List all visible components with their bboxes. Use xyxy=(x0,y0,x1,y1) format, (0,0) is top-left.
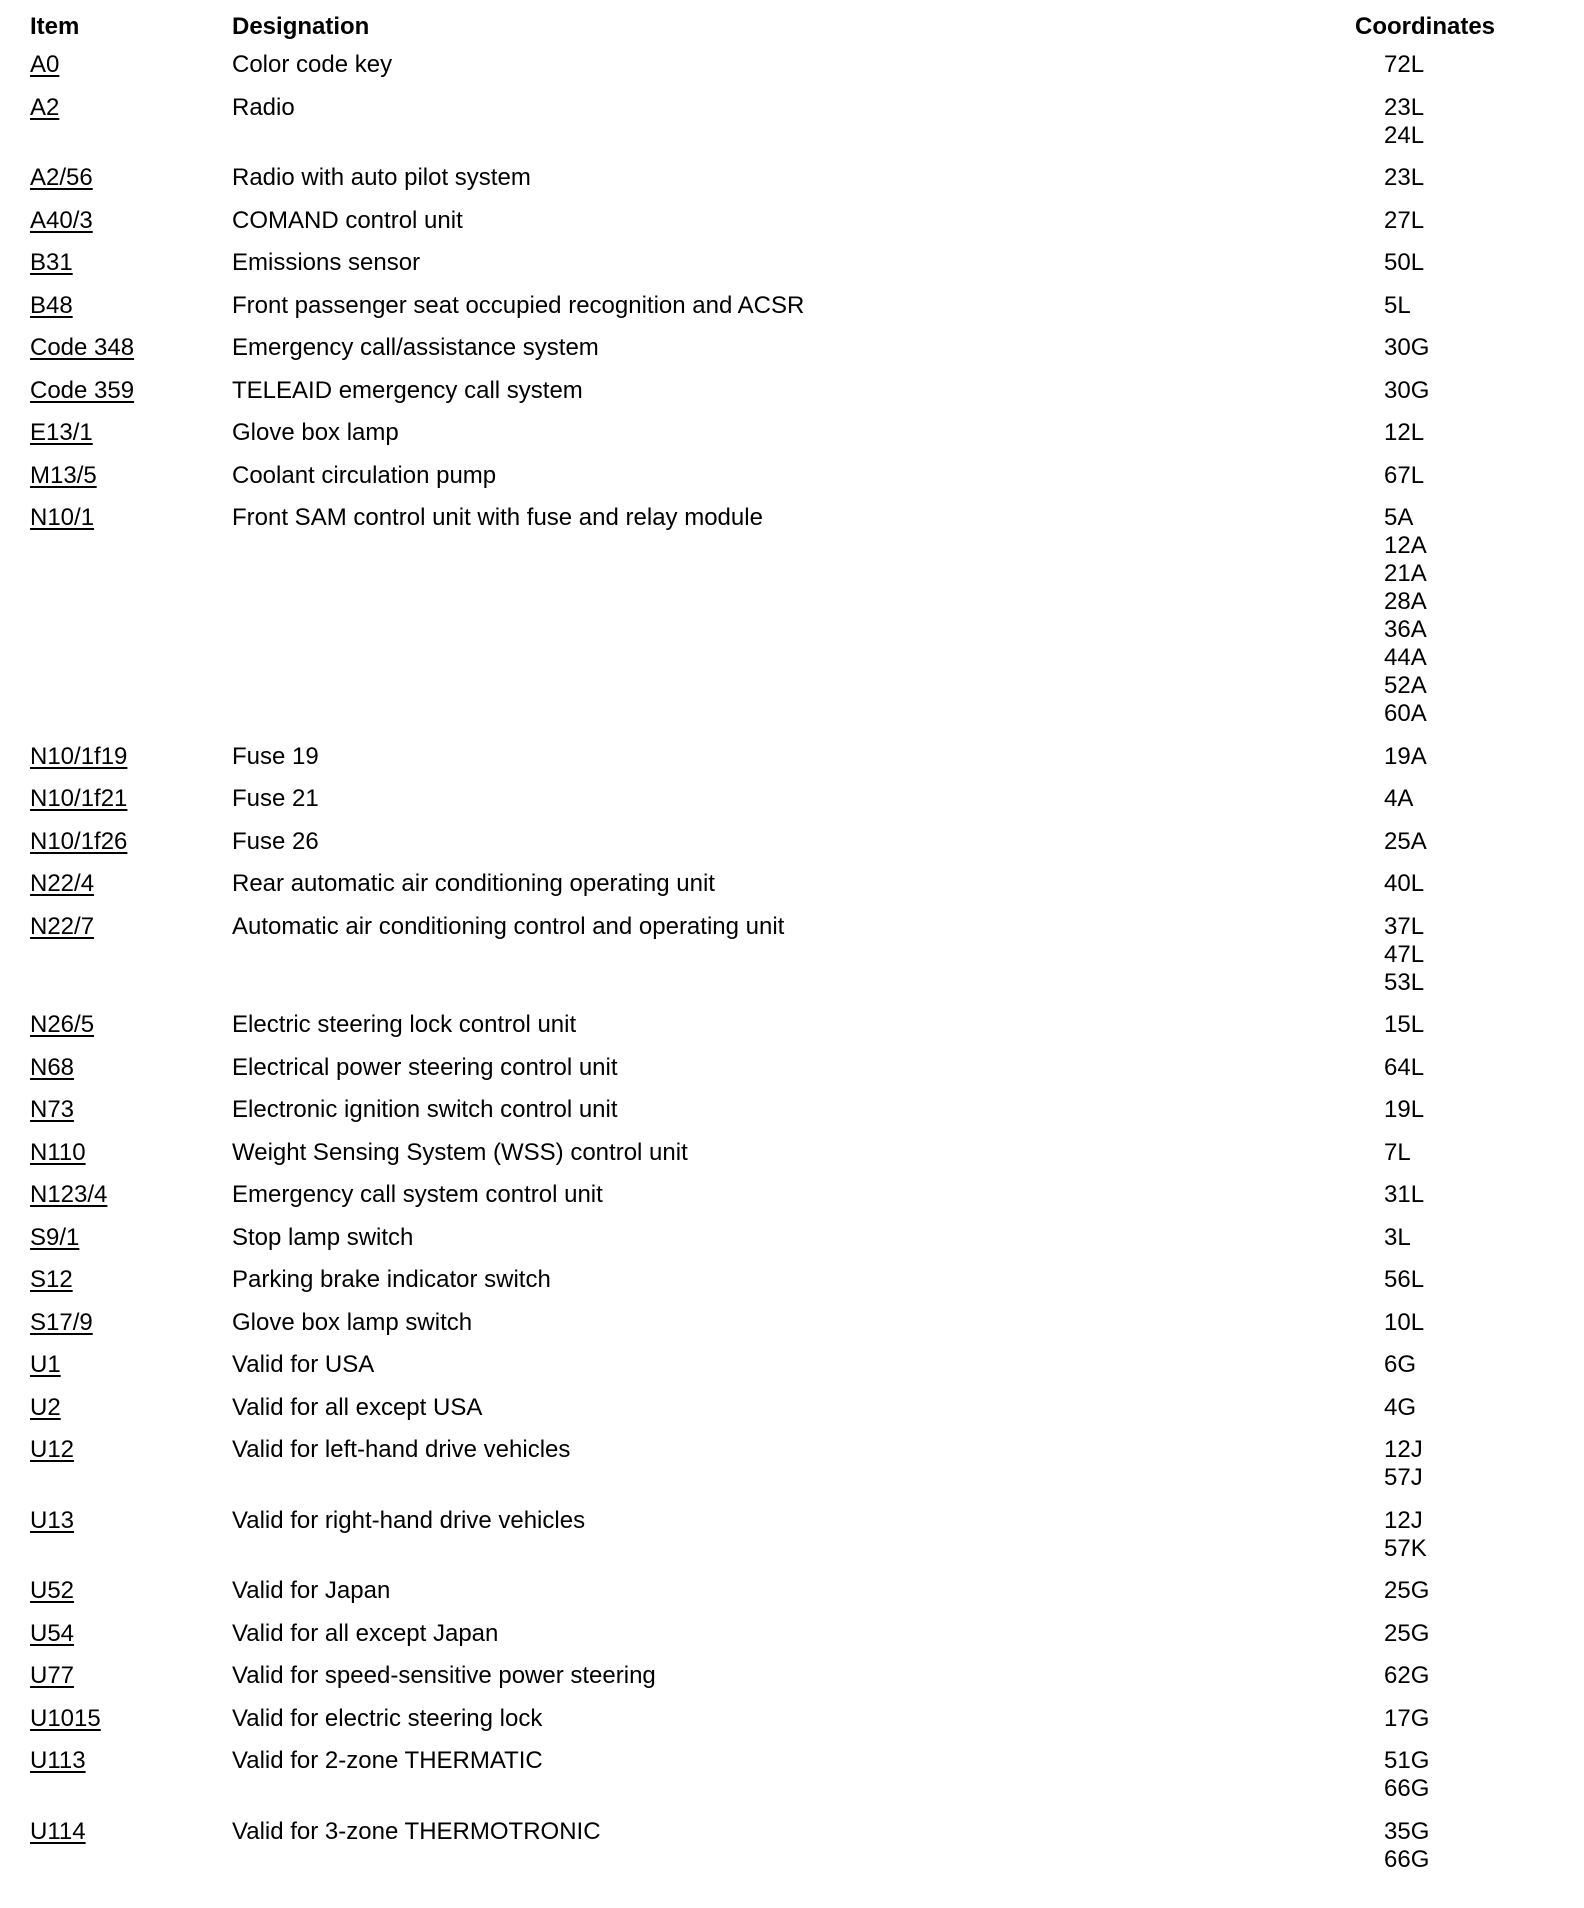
designation-cell: Automatic air conditioning control and operating unit xyxy=(232,912,785,940)
coordinates-cell xyxy=(1355,1662,1480,1705)
item-cell xyxy=(30,51,232,94)
table-row xyxy=(30,1705,1480,1748)
designation-cell: Valid for electric steering lock xyxy=(232,1704,543,1732)
item-cell xyxy=(30,1011,232,1054)
coordinates-cell xyxy=(1355,334,1480,377)
item-cell xyxy=(30,292,232,335)
coordinates-cell xyxy=(1355,1818,1480,1889)
item-cell xyxy=(30,870,232,913)
coordinate-value: 47L xyxy=(1384,940,1425,968)
table-row xyxy=(30,334,1480,377)
table-row xyxy=(30,164,1480,207)
table-body xyxy=(30,51,1480,1888)
coordinate-value: 30G xyxy=(1384,334,1430,361)
item-link[interactable]: U113 xyxy=(30,1747,86,1774)
item-cell xyxy=(30,1507,232,1578)
table-row xyxy=(30,292,1480,335)
coordinate-value: 21A xyxy=(1384,560,1427,587)
designation-cell: Fuse 21 xyxy=(232,785,319,812)
coordinate-value: 12J xyxy=(1384,1506,1423,1534)
designation-cell: Rear automatic air conditioning operating unit xyxy=(232,870,715,897)
item-link[interactable]: Code 348 xyxy=(30,334,135,361)
designation-cell: Fuse 26 xyxy=(232,827,319,855)
coordinates-cell xyxy=(1355,1224,1480,1267)
coordinate-value: 10L xyxy=(1384,1308,1425,1336)
item-link[interactable]: A2 xyxy=(30,93,60,121)
coordinates-cell xyxy=(1355,1139,1480,1182)
item-link[interactable]: N68 xyxy=(30,1053,75,1081)
component-legend-table xyxy=(30,13,1496,1888)
item-link[interactable]: N22/7 xyxy=(30,912,95,940)
coordinate-value: 12L xyxy=(1384,419,1425,446)
designation-cell: Electric steering lock control unit xyxy=(232,1011,577,1038)
item-link[interactable]: S12 xyxy=(30,1266,73,1293)
designation-cell: Color code key xyxy=(232,51,393,78)
coordinate-value: 51G xyxy=(1384,1747,1430,1774)
table-row xyxy=(30,1266,1480,1309)
item-link[interactable]: E13/1 xyxy=(30,419,93,446)
table-row xyxy=(30,207,1480,250)
item-link[interactable]: S9/1 xyxy=(30,1223,80,1251)
coordinate-value: 44A xyxy=(1384,644,1427,671)
item-link[interactable]: N22/4 xyxy=(30,870,95,897)
item-link[interactable]: U1 xyxy=(30,1351,61,1378)
table-row xyxy=(30,1507,1480,1578)
coordinate-value: 30G xyxy=(1384,376,1430,404)
table-row xyxy=(30,1351,1480,1394)
coordinates-cell xyxy=(1355,828,1480,871)
table-row xyxy=(30,1096,1480,1139)
coordinates-cell xyxy=(1355,785,1480,828)
header-coordinates: Coordinates xyxy=(1355,13,1496,40)
coordinates-cell xyxy=(1355,207,1480,250)
item-cell xyxy=(30,1351,232,1394)
item-link[interactable]: U1015 xyxy=(30,1704,101,1732)
designation-cell: TELEAID emergency call system xyxy=(232,376,583,404)
designation-cell: Emergency call/assistance system xyxy=(232,334,599,361)
table-row xyxy=(30,249,1480,292)
designation-cell: Glove box lamp switch xyxy=(232,1308,473,1336)
coordinate-value: 3L xyxy=(1384,1223,1411,1251)
table-row xyxy=(30,913,1480,1012)
table-row xyxy=(30,1818,1480,1889)
coordinates-cell xyxy=(1355,1620,1480,1663)
item-link[interactable]: N26/5 xyxy=(30,1011,95,1038)
item-cell xyxy=(30,785,232,828)
coordinates-cell xyxy=(1355,504,1480,743)
designation-cell: Stop lamp switch xyxy=(232,1223,414,1251)
coordinate-value: 37L xyxy=(1384,912,1425,940)
table-row xyxy=(30,1577,1480,1620)
item-cell xyxy=(30,1620,232,1663)
coordinate-value: 62G xyxy=(1384,1662,1430,1689)
coordinates-cell xyxy=(1355,292,1480,335)
item-cell xyxy=(30,249,232,292)
coordinate-value: 35G xyxy=(1384,1817,1430,1845)
table-row xyxy=(30,1139,1480,1182)
coordinate-value: 12A xyxy=(1384,532,1427,559)
item-cell xyxy=(30,1181,232,1224)
item-cell xyxy=(30,419,232,462)
coordinates-cell xyxy=(1355,1011,1480,1054)
item-cell xyxy=(30,462,232,505)
item-link[interactable]: M13/5 xyxy=(30,461,97,489)
table-row xyxy=(30,1054,1480,1097)
item-cell xyxy=(30,377,232,420)
coordinates-cell xyxy=(1355,1351,1480,1394)
item-link[interactable]: U114 xyxy=(30,1817,86,1845)
coordinate-value: 4A xyxy=(1384,785,1414,812)
item-cell xyxy=(30,1436,232,1507)
table-header-row xyxy=(30,14,1480,51)
designation-cell: Valid for speed-sensitive power steering xyxy=(232,1662,656,1689)
table-row xyxy=(30,377,1480,420)
item-link[interactable]: A2/56 xyxy=(30,164,93,191)
item-cell xyxy=(30,913,232,1012)
coordinate-value: 40L xyxy=(1384,870,1425,897)
table-row xyxy=(30,785,1480,828)
designation-cell: Emissions sensor xyxy=(232,249,421,276)
coordinate-value: 23L xyxy=(1384,93,1425,121)
coordinates-cell xyxy=(1355,1507,1480,1578)
coordinates-cell xyxy=(1355,1054,1480,1097)
table-row xyxy=(30,1011,1480,1054)
coordinates-cell xyxy=(1355,164,1480,207)
item-cell xyxy=(30,334,232,377)
item-link[interactable]: N123/4 xyxy=(30,1181,108,1208)
designation-cell: Radio with auto pilot system xyxy=(232,164,531,191)
coordinate-value: 19A xyxy=(1384,742,1427,770)
coordinates-cell xyxy=(1355,1394,1480,1437)
coordinates-cell xyxy=(1355,94,1480,165)
coordinate-value: 25G xyxy=(1384,1619,1430,1647)
table-row xyxy=(30,504,1480,743)
coordinate-value: 57J xyxy=(1384,1464,1423,1491)
coordinate-value: 25A xyxy=(1384,827,1427,855)
coordinates-cell xyxy=(1355,1309,1480,1352)
coordinate-value: 36A xyxy=(1384,616,1427,643)
coordinate-value: 5A xyxy=(1384,504,1414,531)
coordinate-value: 5L xyxy=(1384,291,1411,319)
designation-cell: Valid for 3-zone THERMOTRONIC xyxy=(232,1817,601,1845)
item-link[interactable]: Code 359 xyxy=(30,376,135,404)
table-row xyxy=(30,743,1480,786)
header-designation: Designation xyxy=(232,13,370,40)
coordinate-value: 24L xyxy=(1384,121,1425,149)
item-link[interactable]: B48 xyxy=(30,291,73,319)
coordinates-cell xyxy=(1355,743,1480,786)
item-link[interactable]: U13 xyxy=(30,1506,75,1534)
coordinates-cell xyxy=(1355,1436,1480,1507)
item-link[interactable]: N73 xyxy=(30,1096,75,1123)
item-cell xyxy=(30,1266,232,1309)
coordinate-value: 19L xyxy=(1384,1096,1425,1123)
designation-cell: Fuse 19 xyxy=(232,742,319,770)
designation-cell: Front SAM control unit with fuse and relay module xyxy=(232,504,763,531)
table-row xyxy=(30,419,1480,462)
designation-cell: Electrical power steering control unit xyxy=(232,1053,618,1081)
designation-cell: Electronic ignition switch control unit xyxy=(232,1096,618,1123)
item-link[interactable]: S17/9 xyxy=(30,1308,93,1336)
item-cell xyxy=(30,1394,232,1437)
coordinate-value: 60A xyxy=(1384,700,1427,727)
header-item: Item xyxy=(30,13,80,40)
coordinate-value: 6G xyxy=(1384,1351,1417,1378)
table-row xyxy=(30,1436,1480,1507)
item-link[interactable]: A40/3 xyxy=(30,206,93,234)
designation-cell: Emergency call system control unit xyxy=(232,1181,603,1208)
item-link[interactable]: U52 xyxy=(30,1577,75,1604)
designation-cell: Radio xyxy=(232,93,295,121)
item-cell xyxy=(30,1096,232,1139)
item-link[interactable]: A0 xyxy=(30,51,60,78)
item-link[interactable]: N10/1f26 xyxy=(30,827,128,855)
coordinates-cell xyxy=(1355,870,1480,913)
table-row xyxy=(30,828,1480,871)
item-cell xyxy=(30,207,232,250)
designation-cell: Parking brake indicator switch xyxy=(232,1266,551,1293)
coordinate-value: 27L xyxy=(1384,206,1425,234)
coordinate-value: 52A xyxy=(1384,672,1427,699)
item-link[interactable]: U2 xyxy=(30,1393,61,1421)
table-row xyxy=(30,1662,1480,1705)
coordinate-value: 67L xyxy=(1384,461,1425,489)
designation-cell: Valid for USA xyxy=(232,1351,375,1378)
coordinate-value: 56L xyxy=(1384,1266,1425,1293)
item-cell xyxy=(30,94,232,165)
designation-cell: Valid for 2-zone THERMATIC xyxy=(232,1747,543,1774)
designation-cell: Glove box lamp xyxy=(232,419,399,446)
designation-cell: Front passenger seat occupied recognition and ACSR xyxy=(232,291,805,319)
item-cell xyxy=(30,1662,232,1705)
item-link[interactable]: N110 xyxy=(30,1138,86,1166)
coordinates-cell xyxy=(1355,1577,1480,1620)
table-row xyxy=(30,94,1480,165)
coordinate-value: 25G xyxy=(1384,1577,1430,1604)
coordinate-value: 17G xyxy=(1384,1704,1430,1732)
coordinate-value: 31L xyxy=(1384,1181,1425,1208)
coordinates-cell xyxy=(1355,419,1480,462)
item-cell xyxy=(30,828,232,871)
designation-cell: Valid for all except Japan xyxy=(232,1619,499,1647)
coordinates-cell xyxy=(1355,1747,1480,1818)
table-row xyxy=(30,1620,1480,1663)
item-cell xyxy=(30,504,232,743)
item-cell xyxy=(30,1705,232,1748)
coordinates-cell xyxy=(1355,1096,1480,1139)
coordinate-value: 15L xyxy=(1384,1011,1425,1038)
coordinate-value: 72L xyxy=(1384,51,1425,78)
coordinates-cell xyxy=(1355,1705,1480,1748)
coordinates-cell xyxy=(1355,913,1480,1012)
coordinates-cell xyxy=(1355,51,1480,94)
coordinates-cell xyxy=(1355,377,1480,420)
coordinates-cell xyxy=(1355,462,1480,505)
item-cell xyxy=(30,1577,232,1620)
designation-cell: Valid for right-hand drive vehicles xyxy=(232,1506,586,1534)
item-cell xyxy=(30,1818,232,1889)
coordinate-value: 66G xyxy=(1384,1845,1430,1873)
table-row xyxy=(30,870,1480,913)
item-cell xyxy=(30,743,232,786)
coordinate-value: 7L xyxy=(1384,1138,1411,1166)
item-link[interactable]: N10/1f19 xyxy=(30,742,128,770)
item-cell xyxy=(30,1309,232,1352)
coordinates-cell xyxy=(1355,1181,1480,1224)
designation-cell: Valid for Japan xyxy=(232,1577,391,1604)
designation-cell: COMAND control unit xyxy=(232,206,463,234)
table-row xyxy=(30,51,1480,94)
table-row xyxy=(30,1224,1480,1267)
coordinate-value: 64L xyxy=(1384,1053,1425,1081)
coordinate-value: 4G xyxy=(1384,1393,1417,1421)
designation-cell: Valid for left-hand drive vehicles xyxy=(232,1436,571,1463)
designation-cell: Valid for all except USA xyxy=(232,1393,483,1421)
item-cell xyxy=(30,1054,232,1097)
coordinate-value: 53L xyxy=(1384,968,1425,996)
table-row xyxy=(30,1309,1480,1352)
item-link[interactable]: N10/1f21 xyxy=(30,785,128,812)
item-cell xyxy=(30,1224,232,1267)
coordinates-cell xyxy=(1355,249,1480,292)
table-row xyxy=(30,1747,1480,1818)
table-row xyxy=(30,1394,1480,1437)
designation-cell: Weight Sensing System (WSS) control unit xyxy=(232,1138,688,1166)
item-link[interactable]: U54 xyxy=(30,1619,75,1647)
coordinate-value: 23L xyxy=(1384,164,1425,191)
coordinates-cell xyxy=(1355,1266,1480,1309)
item-cell xyxy=(30,164,232,207)
designation-cell: Coolant circulation pump xyxy=(232,461,497,489)
coordinate-value: 28A xyxy=(1384,588,1427,615)
item-cell xyxy=(30,1139,232,1182)
coordinate-value: 57K xyxy=(1384,1534,1427,1562)
item-link[interactable]: U77 xyxy=(30,1662,75,1689)
item-cell xyxy=(30,1747,232,1818)
table-row xyxy=(30,1181,1480,1224)
item-link[interactable]: N10/1 xyxy=(30,504,95,531)
table-row xyxy=(30,462,1480,505)
coordinate-value: 12J xyxy=(1384,1436,1423,1463)
coordinate-value: 66G xyxy=(1384,1775,1430,1802)
item-link[interactable]: U12 xyxy=(30,1436,75,1463)
item-link[interactable]: B31 xyxy=(30,249,73,276)
coordinate-value: 50L xyxy=(1384,249,1425,276)
